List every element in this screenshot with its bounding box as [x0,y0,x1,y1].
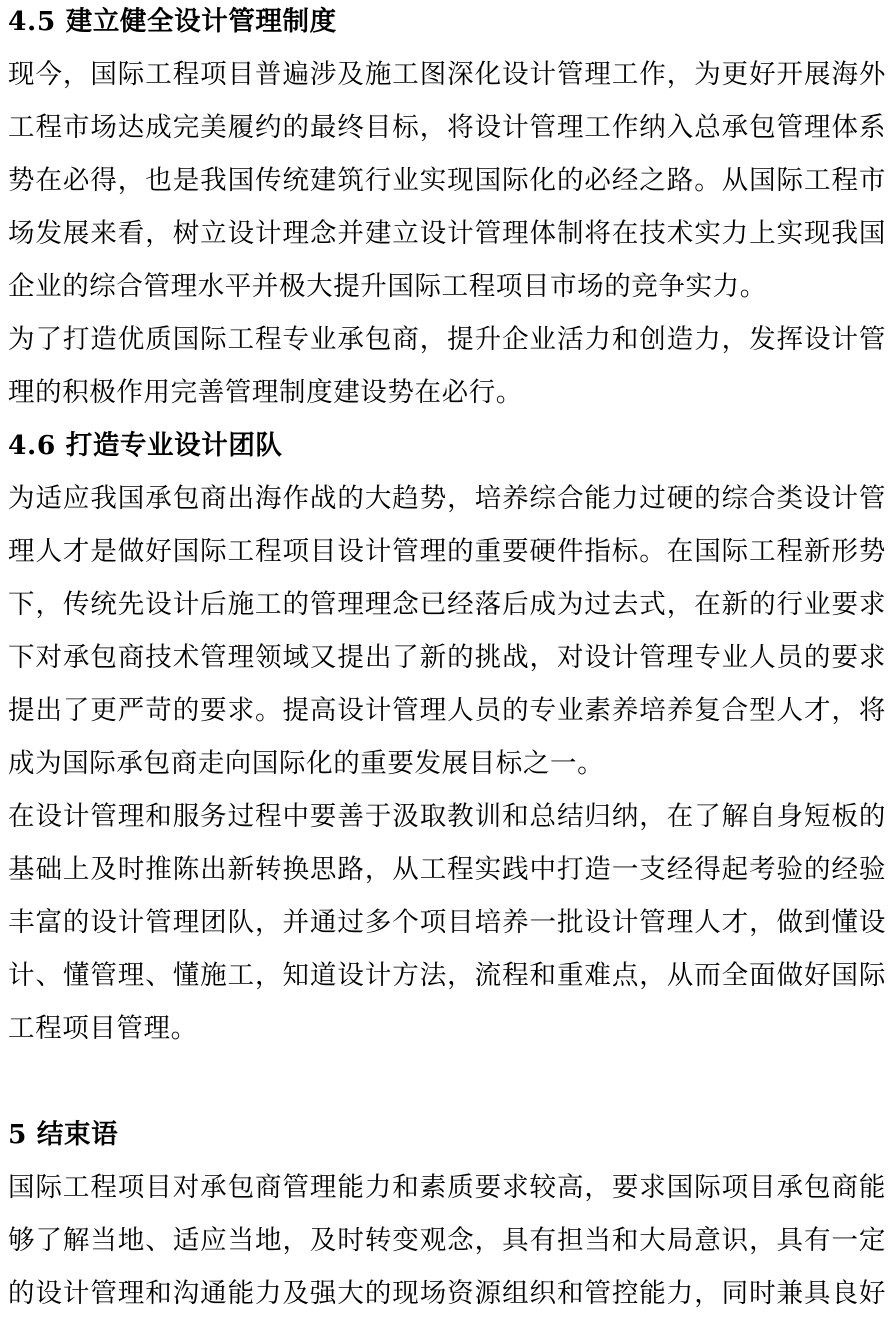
paragraph-line: 工程项目管理。 [8,1013,198,1044]
paragraph-line: 企业的综合管理水平并极大提升国际工程项目市场的竞争实力。 [8,271,767,302]
paragraph-line: 成为国际承包商走向国际化的重要发展目标之一。 [8,748,605,779]
section-4-6-heading: 4.6 打造专业设计团队 [8,430,283,461]
document-page [8,0,886,1325]
paragraph-line: 够了解当地、适应当地，及时转变观念，具有担当和大局意识，具有一定 [8,1225,886,1256]
paragraph-line: 势在必得，也是我国传统建筑行业实现国际化的必经之路。从国际工程市 [8,165,886,196]
paragraph-line: 下对承包商技术管理领域又提出了新的挑战，对设计管理专业人员的要求 [8,642,886,673]
paragraph-line: 提出了更严苛的要求。提高设计管理人员的专业素养培养复合型人才，将 [8,695,886,726]
paragraph-line: 为了打造优质国际工程专业承包商，提升企业活力和创造力，发挥设计管 [8,324,886,355]
blank-line [8,1060,886,1113]
paragraph-line: 为适应我国承包商出海作战的大趋势，培养综合能力过硬的综合类设计管 [8,483,886,514]
paragraph-line: 理人才是做好国际工程项目设计管理的重要硬件指标。在国际工程新形势 [8,536,886,567]
paragraph-line: 下，传统先设计后施工的管理理念已经落后成为过去式，在新的行业要求 [8,589,886,620]
paragraph-line: 的设计管理和沟通能力及强大的现场资源组织和管控能力，同时兼具良好 [8,1278,886,1309]
section-5-heading: 5 结束语 [8,1119,119,1150]
paragraph-line: 现今，国际工程项目普遍涉及施工图深化设计管理工作，为更好开展海外 [8,59,886,90]
paragraph-line: 在设计管理和服务过程中要善于汲取教训和总结归纳，在了解自身短板的 [8,801,886,832]
paragraph-line: 理的积极作用完善管理制度建设势在必行。 [8,377,523,408]
paragraph-line: 丰富的设计管理团队，并通过多个项目培养一批设计管理人才，做到懂设 [8,907,886,938]
paragraph-line: 场发展来看，树立设计理念并建立设计管理体制将在技术实力上实现我国 [8,218,886,249]
paragraph-line: 国际工程项目对承包商管理能力和素质要求较高，要求国际项目承包商能 [8,1172,886,1203]
paragraph-line: 工程市场达成完美履约的最终目标，将设计管理工作纳入总承包管理体系 [8,112,886,143]
paragraph-line: 计、懂管理、懂施工，知道设计方法，流程和重难点，从而全面做好国际 [8,960,886,991]
section-4-5-heading: 4.5 建立健全设计管理制度 [8,6,337,37]
paragraph-line: 基础上及时推陈出新转换思路，从工程实践中打造一支经得起考验的经验 [8,854,886,885]
